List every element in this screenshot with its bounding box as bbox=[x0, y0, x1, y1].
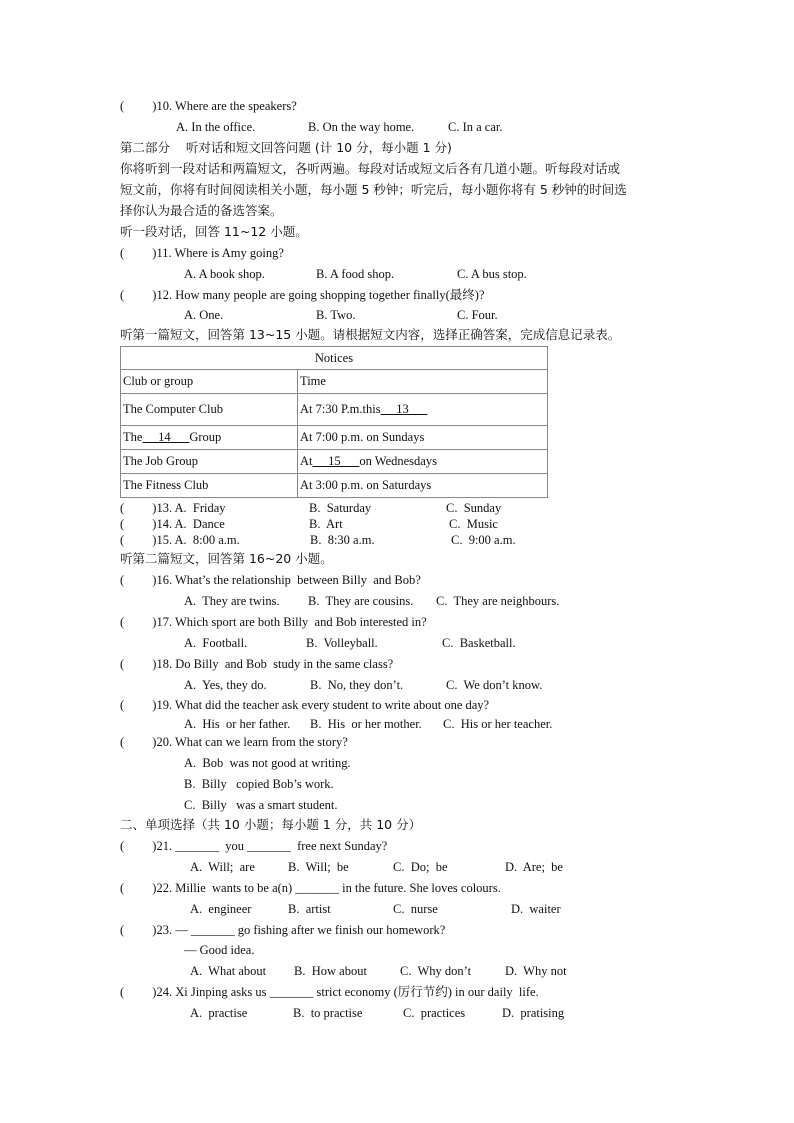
question-22-option-b: B. artist bbox=[288, 902, 331, 916]
question-18-option-b: B. No, they don’t. bbox=[310, 678, 404, 692]
question-13-stem: ( )13. A. Friday bbox=[120, 501, 226, 515]
question-18-stem: ( )18. Do Billy and Bob study in the same class? bbox=[120, 657, 394, 671]
question-20-stem: ( )20. What can we learn from the story? bbox=[120, 735, 348, 749]
question-20-option-a: A. Bob was not good at writing. bbox=[184, 756, 351, 770]
notices-row-2-club-pre: The bbox=[123, 430, 143, 444]
question-17-stem: ( )17. Which sport are both Billy and Bob interested in? bbox=[120, 615, 427, 629]
notices-row-4-club: The Fitness Club bbox=[121, 474, 298, 498]
question-14-option-b: B. Art bbox=[309, 517, 343, 531]
notices-row-2-club-post: Group bbox=[189, 430, 222, 444]
question-17-option-a: A. Football. bbox=[184, 636, 248, 650]
question-23-option-a: A. What about bbox=[190, 964, 267, 978]
question-12-stem: ( )12. How many people are going shopping together finally(最终)? bbox=[120, 288, 485, 302]
question-24-option-c: C. practices bbox=[403, 1006, 466, 1020]
question-23-stem: ( )23. — _______ go fishing after we finish our homework? bbox=[120, 923, 446, 937]
question-13-option-b: B. Saturday bbox=[309, 501, 372, 515]
question-22-option-d: D. waiter bbox=[511, 902, 561, 916]
question-22-stem: ( )22. Millie wants to be a(n) _______ in the future. She loves colours. bbox=[120, 881, 501, 895]
question-16-option-a: A. They are twins. bbox=[184, 594, 280, 608]
notices-row-1-time bbox=[298, 394, 548, 426]
question-15-option-b: B. 8:30 a.m. bbox=[310, 533, 375, 547]
question-12-option-c: C. Four. bbox=[457, 308, 498, 322]
notices-row-1-club: The Computer Club bbox=[121, 394, 298, 426]
question-24-option-d: D. pratising bbox=[502, 1006, 565, 1020]
question-23-option-b: B. How about bbox=[294, 964, 367, 978]
question-16-stem: ( )16. What’s the relationship between Billy and Bob? bbox=[120, 573, 421, 587]
question-21-option-b: B. Will; be bbox=[288, 860, 349, 874]
question-22-option-c: C. nurse bbox=[393, 902, 438, 916]
question-24-option-a: A. practise bbox=[190, 1006, 248, 1020]
question-11-option-a: A. A book shop. bbox=[184, 267, 265, 281]
notices-title: Notices bbox=[121, 347, 548, 370]
question-16-option-c: C. They are neighbours. bbox=[436, 594, 560, 608]
question-15-stem: ( )15. A. 8:00 a.m. bbox=[120, 533, 240, 547]
question-12-option-b: B. Two. bbox=[316, 308, 356, 322]
notices-row-3-time-post: on Wednesdays bbox=[359, 454, 437, 468]
question-23-reply: — Good idea. bbox=[184, 943, 255, 957]
question-18-option-a: A. Yes, they do. bbox=[184, 678, 267, 692]
question-10-option-b: B. On the way home. bbox=[308, 120, 415, 134]
notices-row-2-club bbox=[121, 426, 298, 450]
question-12-option-a: A. One. bbox=[184, 308, 224, 322]
notices-table bbox=[120, 346, 548, 498]
notices-row-2-time: At 7:00 p.m. on Sundays bbox=[298, 426, 548, 450]
question-11-option-c: C. A bus stop. bbox=[457, 267, 527, 281]
question-21-option-d: D. Are; be bbox=[505, 860, 563, 874]
passage1-heading: 听第一篇短文，回答第 13~15 小题。请根据短文内容，选择正确答案，完成信息记录表。 bbox=[120, 327, 621, 342]
notices-col-header-time: Time bbox=[298, 370, 548, 394]
question-13-option-c: C. Sunday bbox=[446, 501, 502, 515]
blank-14: 14 bbox=[142, 430, 190, 444]
question-14-option-c: C. Music bbox=[449, 517, 498, 531]
question-23-option-c: C. Why don’t bbox=[400, 964, 472, 978]
question-19-stem: ( )19. What did the teacher ask every student to write about one day? bbox=[120, 698, 490, 712]
notices-row-3-club: The Job Group bbox=[121, 450, 298, 474]
question-21-option-c: C. Do; be bbox=[393, 860, 448, 874]
dialog-heading: 听一段对话，回答 11~12 小题。 bbox=[120, 224, 308, 239]
part2-intro-line2: 短文前，你将有时间阅读相关小题，每小题 5 秒钟；听完后，每小题你将有 5 秒钟的时间选 bbox=[120, 182, 627, 197]
question-11-option-b: B. A food shop. bbox=[316, 267, 395, 281]
question-15-option-c: C. 9:00 a.m. bbox=[451, 533, 516, 547]
question-20-option-c: C. Billy was a smart student. bbox=[184, 798, 338, 812]
notices-row-4-time: At 3:00 p.m. on Saturdays bbox=[298, 474, 548, 498]
question-10-option-a: A. In the office. bbox=[176, 120, 256, 134]
question-24-stem: ( )24. Xi Jinping asks us _______ strict economy (厉行节约) in our daily life. bbox=[120, 985, 539, 999]
question-16-option-b: B. They are cousins. bbox=[308, 594, 414, 608]
question-22-option-a: A. engineer bbox=[190, 902, 252, 916]
question-17-option-c: C. Basketball. bbox=[442, 636, 516, 650]
question-23-option-d: D. Why not bbox=[505, 964, 567, 978]
blank-13: 13 bbox=[380, 402, 428, 416]
question-19-option-a: A. His or her father. bbox=[184, 717, 291, 731]
question-24-option-b: B. to practise bbox=[293, 1006, 363, 1020]
question-21-option-a: A. Will; are bbox=[190, 860, 255, 874]
question-11-stem: ( )11. Where is Amy going? bbox=[120, 246, 284, 260]
notices-col-header-club: Club or group bbox=[121, 370, 298, 394]
notices-row-1-time-text: At 7:30 P.m.this bbox=[300, 402, 381, 416]
question-14-stem: ( )14. A. Dance bbox=[120, 517, 225, 531]
notices-row-3-time bbox=[298, 450, 548, 474]
passage2-heading: 听第二篇短文，回答第 16~20 小题。 bbox=[120, 551, 333, 566]
question-10-stem: ( )10. Where are the speakers? bbox=[120, 99, 297, 113]
question-21-stem: ( )21. _______ you _______ free next Sunday? bbox=[120, 839, 388, 853]
notices-row-3-time-pre: At bbox=[300, 454, 313, 468]
question-17-option-b: B. Volleyball. bbox=[306, 636, 378, 650]
question-19-option-b: B. His or her mother. bbox=[310, 717, 422, 731]
question-18-option-c: C. We don’t know. bbox=[446, 678, 543, 692]
section2-title: 二、单项选择（共 10 小题；每小题 1 分，共 10 分） bbox=[120, 817, 422, 832]
question-19-option-c: C. His or her teacher. bbox=[443, 717, 553, 731]
question-20-option-b: B. Billy copied Bob’s work. bbox=[184, 777, 334, 791]
part2-title: 第二部分 听对话和短文回答问题 (计 10 分，每小题 1 分) bbox=[120, 140, 452, 155]
part2-intro-line3: 择你认为最合适的备选答案。 bbox=[120, 203, 283, 218]
blank-15: 15 bbox=[312, 454, 360, 468]
part2-intro-line1: 你将听到一段对话和两篇短文，各听两遍。每段对话或短文后各有几道小题。听每段对话或 bbox=[120, 161, 621, 176]
question-10-option-c: C. In a car. bbox=[448, 120, 503, 134]
